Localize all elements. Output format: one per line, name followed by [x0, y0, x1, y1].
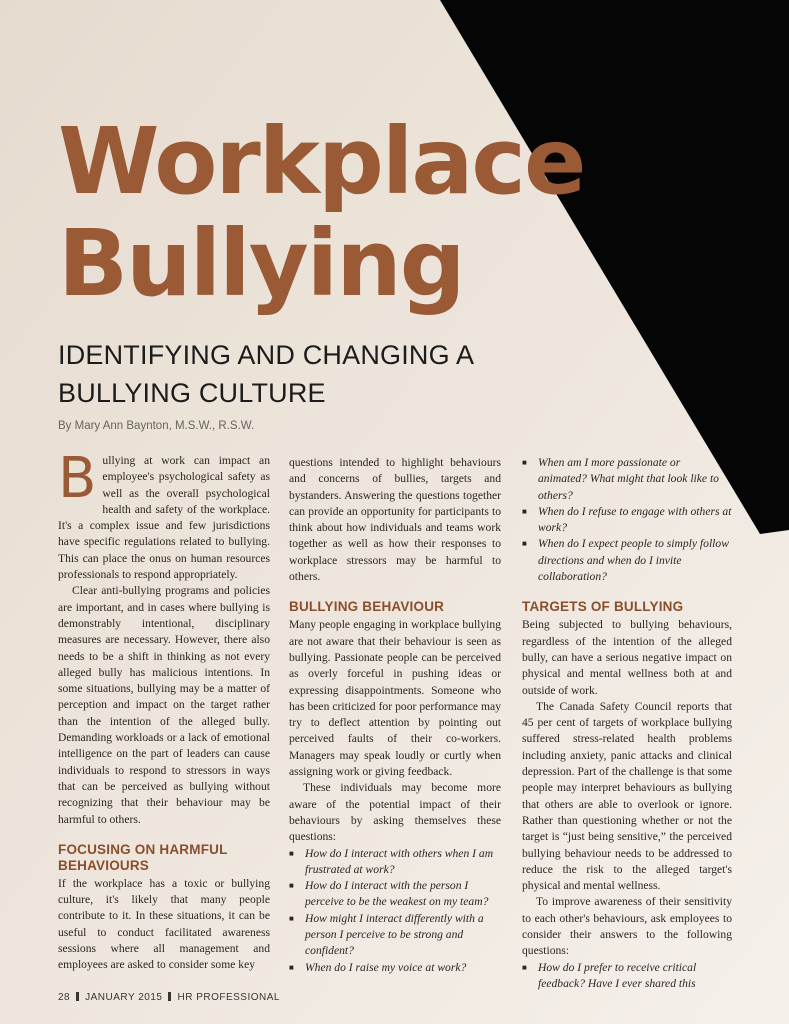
paragraph: questions intended to highlight behaviours and concerns of bullies, targets and bystanders. Answering the questions together can provide an opportunity for participants to think about how individuals and teams work together as well as how their responses to workplace stressors may be harmful to others.: [289, 456, 501, 584]
section-heading-harmful-behaviours: FOCUSING ON HARMFUL BEHAVIOURS: [58, 841, 228, 873]
intro-paragraph: [58, 446, 270, 583]
footer-separator: [168, 992, 171, 1001]
list-item: ■ How might I interact differently with a person I perceive to be strong and confident?: [289, 911, 501, 960]
list-item: ■ How do I interact with the person I perceive to be the weakest on my team?: [289, 878, 501, 911]
question-list: [289, 846, 501, 976]
paragraph: To improve awareness of their sensitivity to each other's behaviours, ask employees to consider their answers to the following questions:: [522, 895, 732, 958]
paragraph: Being subjected to bullying behaviours, regardless of the intention of the alleged bully, can have a serious negative impact on physical and mental wellness both at and outside of work.: [522, 618, 732, 697]
list-item: ■ When do I raise my voice at work?: [289, 960, 501, 976]
page-footer: [58, 992, 280, 1003]
question-list: [522, 960, 732, 993]
paragraph: If the workplace has a toxic or bullying culture, it's likely that many people contribute to it. In these situations, it can be useful to conduct facilitated awareness sessions where all management and employees are asked to consider some key: [58, 876, 270, 972]
drop-cap: B: [58, 446, 97, 511]
subtitle-line-2: BULLYING CULTURE: [58, 378, 326, 408]
magazine-name: HR PROFESSIONAL: [177, 992, 280, 1003]
list-item: ■ When do I refuse to engage with others at work?: [522, 504, 732, 537]
paragraph: The Canada Safety Council reports that 45 per cent of targets of workplace bullying suffered stress-related health problems including anxiety, panic attacks and clinical depression. Part of the challenge is that some people may interpret behaviours as bullying that others are able to overlook or ignore. Rather than questioning whether or not the target is “just being sensitive,” the perceived bullying behaviour needs to be addressed to reduce the risk to the alleged target's physical and mental wellness.: [522, 699, 732, 893]
list-item: ■ When am I more passionate or animated? What might that look like to others?: [522, 455, 732, 504]
issue-date: JANUARY 2015: [85, 992, 163, 1003]
title-line-2: Bullying: [58, 210, 464, 317]
footer-separator: [76, 992, 79, 1001]
paragraph: Many people engaging in workplace bullying are not aware that their behaviour is seen as bullying. Passionate people can be perceived as overly forceful in pushing ideas or expressing disappointments. Someone who has been criticized for poor performance may try to deflect attention by pointing out perceived faults of their co-workers. Managers may speak loudly or curtly when assigning work or giving feedback.: [289, 618, 501, 779]
byline: By Mary Ann Baynton, M.S.W., R.S.W.: [58, 420, 255, 432]
section-heading-bullying-behaviour: BULLYING BEHAVIOUR: [289, 599, 445, 615]
list-item: ■ How do I prefer to receive critical feedback? Have I ever shared this: [522, 960, 732, 993]
column-1: [58, 446, 270, 974]
question-list: [522, 455, 732, 585]
subtitle: [58, 336, 474, 412]
subtitle-line-1: IDENTIFYING AND CHANGING A: [58, 340, 475, 370]
column-3: [522, 455, 732, 992]
paragraph: Clear anti-bullying programs and policies are important, and in cases where bullying is demonstrably intentional, disciplinary measures are necessary. However, there also needs to be a shift in thinking as not every alleged bully has malicious intentions. In some situations, bullying may be a matter of perception and impact on the target rather than the intention of the alleged bully. Demanding workloads or a lack of emotional intelligence on the part of leaders can cause individuals to respond to stressors in ways that can be perceived as bullying without recognizing that their behaviour may be harmful to others.: [58, 584, 270, 826]
page-number: 28: [58, 992, 71, 1003]
intro-text: ullying at work can impact an employee's psychological safety as well as the overall psychological health and safety of the workplace. It's a complex issue and few jurisdictions have specific regulations related to bullying. This can place the onus on human resources professionals to respond appropriately.: [58, 454, 270, 582]
list-item: ■ When do I expect people to simply follow directions and when do I invite collaboration?: [522, 536, 732, 585]
title-line-1: Workplace: [58, 108, 585, 215]
paragraph: These individuals may become more aware of the potential impact of their behaviours by asking themselves these questions:: [289, 781, 501, 844]
list-item: ■ How do I interact with others when I am frustrated at work?: [289, 846, 501, 879]
section-heading-targets: TARGETS OF BULLYING: [522, 599, 684, 615]
column-2: [289, 455, 501, 976]
